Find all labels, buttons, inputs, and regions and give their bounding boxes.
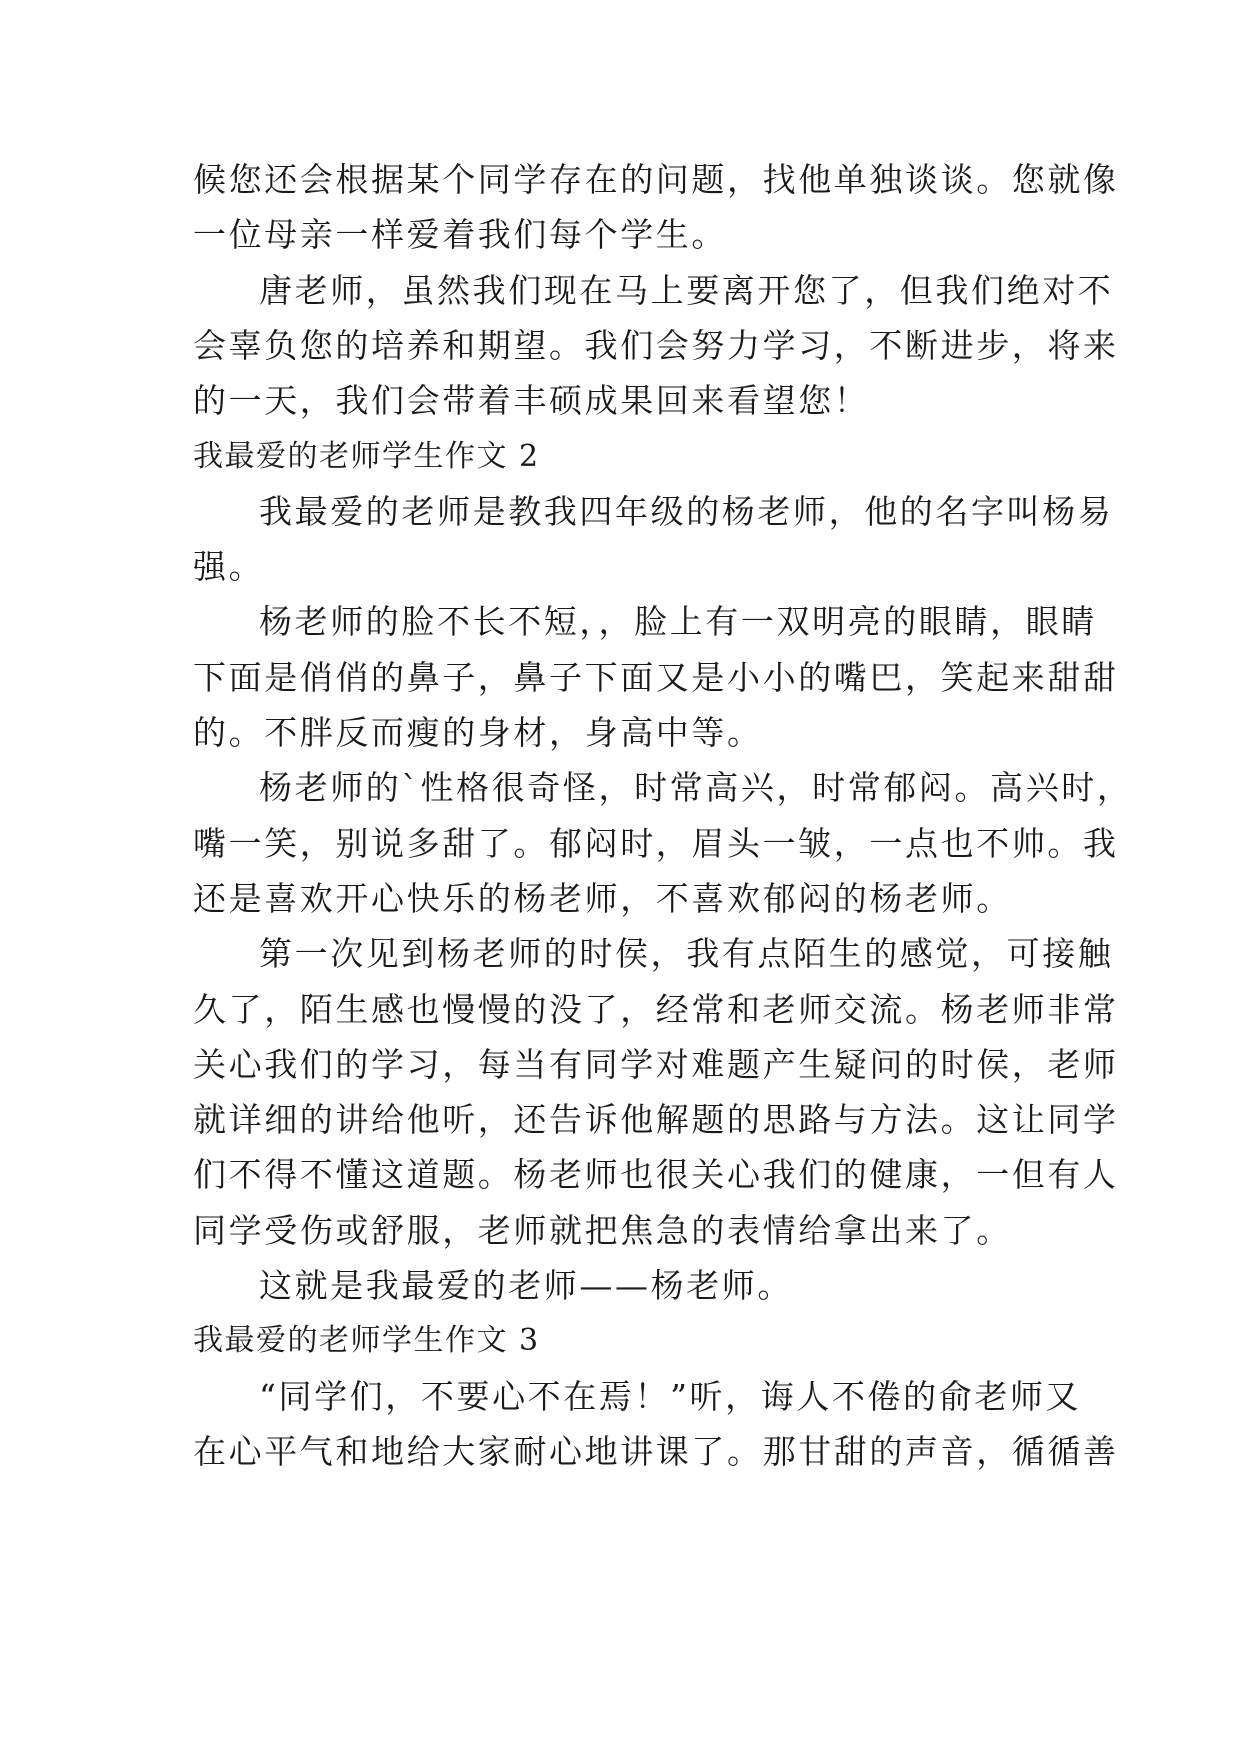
section-heading: 我最爱的老师学生作文 3 [193,1323,540,1358]
paragraph-start-line: 杨老师的脸不长不短，，脸上有一双明亮的眼睛，眼睛 [259,602,1097,641]
text-line: 们不得不懂这道题。杨老师也很关心我们的健康，一但有人 [193,1155,1119,1194]
paragraph-start-line: 我最爱的老师是教我四年级的杨老师，他的名字叫杨易 [259,492,1114,531]
text-line: 一位母亲一样爱着我们每个学生。 [193,215,727,254]
text-line: 会辜负您的培养和期望。我们会努力学习，不断进步，将来 [193,326,1119,365]
section-heading: 我最爱的老师学生作文 2 [193,439,540,474]
paragraph-start-line: 杨老师的`性格很奇怪，时常高兴，时常郁闷。高兴时， [259,768,1133,807]
text-line: 关心我们的学习，每当有同学对难题产生疑问的时侯，老师 [193,1045,1119,1084]
text-line: 嘴一笑，别说多甜了。郁闷时，眉头一皱，一点也不帅。我 [193,824,1119,863]
paragraph-start-line: “同学们，不要心不在焉！”听，诲人不倦的俞老师又 [259,1377,1082,1416]
paragraph-start-line: 第一次见到杨老师的时侯，我有点陌生的感觉，可接触 [259,934,1114,973]
text-line: 强。 [193,547,265,586]
paragraph-start-line: 这就是我最爱的老师——杨老师。 [259,1266,793,1305]
text-line: 的。不胖反而瘦的身材，身高中等。 [193,713,763,752]
text-line: 久了，陌生感也慢慢的没了，经常和老师交流。杨老师非常 [193,990,1119,1029]
text-line: 同学受伤或舒服，老师就把焦急的表情给拿出来了。 [193,1211,1012,1250]
text-line: 就详细的讲给他听，还告诉他解题的思路与方法。这让同学 [193,1100,1119,1139]
text-line: 在心平气和地给大家耐心地讲课了。那甘甜的声音，循循善 [193,1432,1119,1471]
paragraph-start-line: 唐老师，虽然我们现在马上要离开您了，但我们绝对不 [259,271,1114,310]
text-line: 还是喜欢开心快乐的杨老师，不喜欢郁闷的杨老师。 [193,879,1012,918]
text-line: 候您还会根据某个同学存在的问题，找他单独谈谈。您就像 [193,160,1119,199]
text-line: 下面是俏俏的鼻子，鼻子下面又是小小的嘴巴，笑起来甜甜 [193,658,1119,697]
text-line: 的一天，我们会带着丰硕成果回来看望您！ [193,381,870,420]
